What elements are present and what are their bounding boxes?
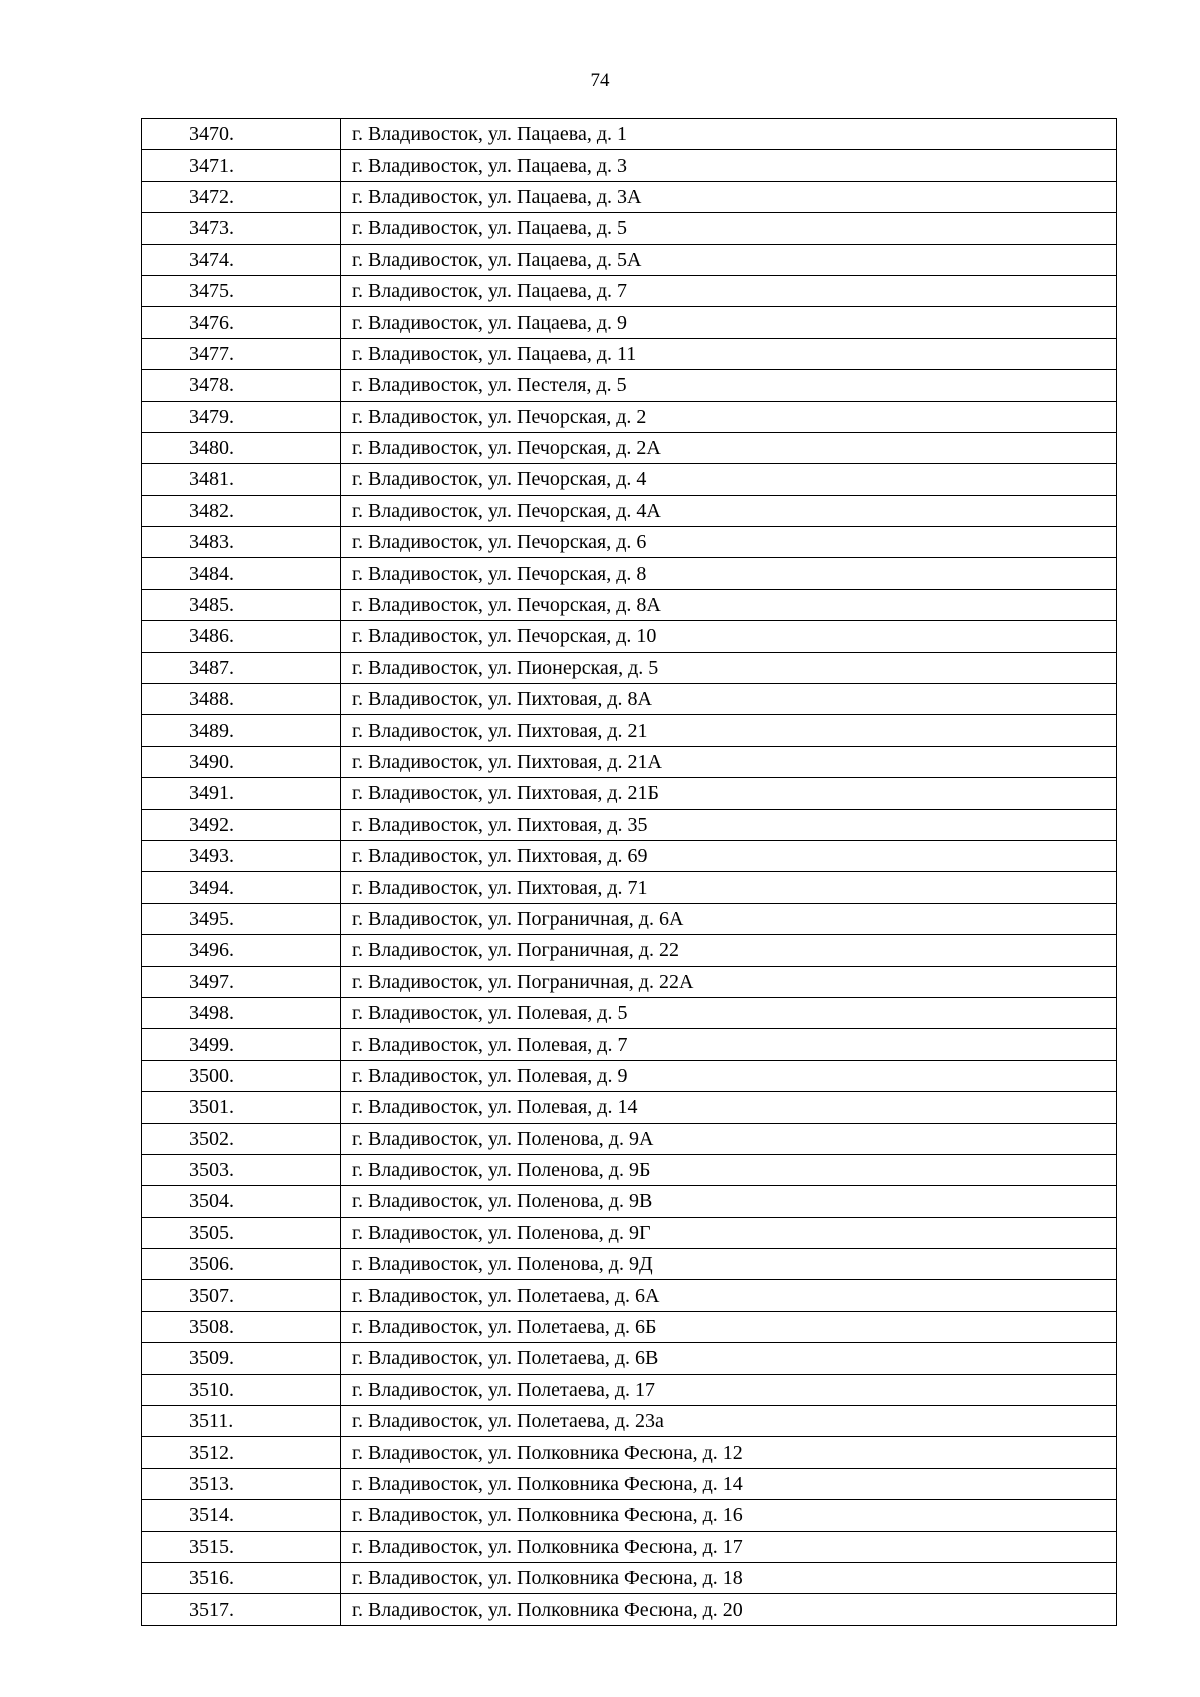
table-row	[142, 746, 1117, 777]
row-address: г. Владивосток, ул. Полковника Фесюна, д. 16	[341, 1500, 1117, 1531]
row-address: г. Владивосток, ул. Печорская, д. 6	[341, 527, 1117, 558]
row-number: 3474.	[142, 244, 341, 275]
row-number: 3502.	[142, 1123, 341, 1154]
row-address: г. Владивосток, ул. Пацаева, д. 9	[341, 307, 1117, 338]
row-number: 3486.	[142, 621, 341, 652]
row-number: 3473.	[142, 213, 341, 244]
row-address: г. Владивосток, ул. Пограничная, д. 22	[341, 935, 1117, 966]
row-address: г. Владивосток, ул. Пихтовая, д. 35	[341, 809, 1117, 840]
row-number: 3505.	[142, 1217, 341, 1248]
row-address: г. Владивосток, ул. Пограничная, д. 22А	[341, 966, 1117, 997]
row-number: 3476.	[142, 307, 341, 338]
table-row	[142, 1343, 1117, 1374]
row-number: 3492.	[142, 809, 341, 840]
table-row	[142, 307, 1117, 338]
table-row	[142, 1249, 1117, 1280]
table-row	[142, 181, 1117, 212]
table-row	[142, 1374, 1117, 1405]
table-row	[142, 997, 1117, 1028]
row-address: г. Владивосток, ул. Поленова, д. 9Д	[341, 1249, 1117, 1280]
row-number: 3507.	[142, 1280, 341, 1311]
row-number: 3481.	[142, 464, 341, 495]
row-address: г. Владивосток, ул. Полевая, д. 14	[341, 1092, 1117, 1123]
table-row	[142, 1468, 1117, 1499]
table-row	[142, 652, 1117, 683]
table-row	[142, 589, 1117, 620]
row-number: 3503.	[142, 1154, 341, 1185]
row-address: г. Владивосток, ул. Пацаева, д. 3А	[341, 181, 1117, 212]
row-number: 3496.	[142, 935, 341, 966]
address-table	[141, 118, 1117, 1626]
table-row	[142, 1029, 1117, 1060]
row-number: 3516.	[142, 1562, 341, 1593]
row-address: г. Владивосток, ул. Пестеля, д. 5	[341, 370, 1117, 401]
table-row	[142, 1594, 1117, 1625]
row-address: г. Владивосток, ул. Полевая, д. 5	[341, 997, 1117, 1028]
row-number: 3472.	[142, 181, 341, 212]
row-address: г. Владивосток, ул. Пацаева, д. 3	[341, 150, 1117, 181]
row-number: 3501.	[142, 1092, 341, 1123]
table-row	[142, 1060, 1117, 1091]
row-number: 3491.	[142, 778, 341, 809]
row-address: г. Владивосток, ул. Печорская, д. 10	[341, 621, 1117, 652]
table-row	[142, 1500, 1117, 1531]
row-address: г. Владивосток, ул. Пограничная, д. 6А	[341, 903, 1117, 934]
row-number: 3499.	[142, 1029, 341, 1060]
table-row	[142, 1311, 1117, 1342]
table-row	[142, 715, 1117, 746]
page-number: 74	[590, 70, 610, 91]
table-row	[142, 684, 1117, 715]
address-table-body	[142, 119, 1117, 1626]
row-number: 3495.	[142, 903, 341, 934]
row-number: 3487.	[142, 652, 341, 683]
row-address: г. Владивосток, ул. Пацаева, д. 1	[341, 119, 1117, 150]
row-number: 3478.	[142, 370, 341, 401]
table-row	[142, 150, 1117, 181]
row-number: 3511.	[142, 1406, 341, 1437]
row-address: г. Владивосток, ул. Пацаева, д. 11	[341, 338, 1117, 369]
row-number: 3514.	[142, 1500, 341, 1531]
table-row	[142, 370, 1117, 401]
table-row	[142, 275, 1117, 306]
table-row	[142, 1406, 1117, 1437]
row-address: г. Владивосток, ул. Печорская, д. 8А	[341, 589, 1117, 620]
table-row	[142, 621, 1117, 652]
row-address: г. Владивосток, ул. Печорская, д. 8	[341, 558, 1117, 589]
row-address: г. Владивосток, ул. Пацаева, д. 5А	[341, 244, 1117, 275]
row-address: г. Владивосток, ул. Полковника Фесюна, д. 18	[341, 1562, 1117, 1593]
row-number: 3506.	[142, 1249, 341, 1280]
row-address: г. Владивосток, ул. Печорская, д. 4А	[341, 495, 1117, 526]
row-address: г. Владивосток, ул. Полетаева, д. 17	[341, 1374, 1117, 1405]
table-row	[142, 119, 1117, 150]
row-address: г. Владивосток, ул. Печорская, д. 4	[341, 464, 1117, 495]
row-number: 3493.	[142, 840, 341, 871]
row-number: 3517.	[142, 1594, 341, 1625]
table-row	[142, 464, 1117, 495]
row-address: г. Владивосток, ул. Поленова, д. 9В	[341, 1186, 1117, 1217]
row-number: 3512.	[142, 1437, 341, 1468]
row-address: г. Владивосток, ул. Полковника Фесюна, д. 20	[341, 1594, 1117, 1625]
table-row	[142, 778, 1117, 809]
row-address: г. Владивосток, ул. Поленова, д. 9А	[341, 1123, 1117, 1154]
row-number: 3513.	[142, 1468, 341, 1499]
table-row	[142, 338, 1117, 369]
row-number: 3494.	[142, 872, 341, 903]
row-address: г. Владивосток, ул. Полетаева, д. 6А	[341, 1280, 1117, 1311]
row-number: 3500.	[142, 1060, 341, 1091]
row-number: 3489.	[142, 715, 341, 746]
row-address: г. Владивосток, ул. Пацаева, д. 7	[341, 275, 1117, 306]
row-number: 3510.	[142, 1374, 341, 1405]
row-address: г. Владивосток, ул. Пихтовая, д. 21А	[341, 746, 1117, 777]
row-address: г. Владивосток, ул. Полетаева, д. 6В	[341, 1343, 1117, 1374]
row-address: г. Владивосток, ул. Пихтовая, д. 21	[341, 715, 1117, 746]
row-address: г. Владивосток, ул. Полковника Фесюна, д. 14	[341, 1468, 1117, 1499]
table-row	[142, 1280, 1117, 1311]
table-row	[142, 1531, 1117, 1562]
row-address: г. Владивосток, ул. Печорская, д. 2А	[341, 432, 1117, 463]
row-address: г. Владивосток, ул. Пацаева, д. 5	[341, 213, 1117, 244]
table-row	[142, 935, 1117, 966]
row-number: 3488.	[142, 684, 341, 715]
row-address: г. Владивосток, ул. Поленова, д. 9Б	[341, 1154, 1117, 1185]
row-address: г. Владивосток, ул. Полковника Фесюна, д. 17	[341, 1531, 1117, 1562]
row-number: 3515.	[142, 1531, 341, 1562]
row-address: г. Владивосток, ул. Полевая, д. 9	[341, 1060, 1117, 1091]
table-row	[142, 558, 1117, 589]
row-address: г. Владивосток, ул. Полетаева, д. 6Б	[341, 1311, 1117, 1342]
table-row	[142, 432, 1117, 463]
table-row	[142, 401, 1117, 432]
table-row	[142, 1123, 1117, 1154]
table-row	[142, 244, 1117, 275]
row-number: 3484.	[142, 558, 341, 589]
table-row	[142, 1186, 1117, 1217]
row-address: г. Владивосток, ул. Полевая, д. 7	[341, 1029, 1117, 1060]
row-address: г. Владивосток, ул. Полетаева, д. 23а	[341, 1406, 1117, 1437]
row-number: 3475.	[142, 275, 341, 306]
table-row	[142, 1217, 1117, 1248]
row-address: г. Владивосток, ул. Полковника Фесюна, д. 12	[341, 1437, 1117, 1468]
row-address: г. Владивосток, ул. Пихтовая, д. 71	[341, 872, 1117, 903]
table-row	[142, 213, 1117, 244]
table-row	[142, 966, 1117, 997]
table-row	[142, 527, 1117, 558]
row-number: 3508.	[142, 1311, 341, 1342]
row-address: г. Владивосток, ул. Пихтовая, д. 21Б	[341, 778, 1117, 809]
table-row	[142, 1092, 1117, 1123]
table-row	[142, 495, 1117, 526]
row-address: г. Владивосток, ул. Пихтовая, д. 69	[341, 840, 1117, 871]
table-row	[142, 840, 1117, 871]
table-row	[142, 872, 1117, 903]
row-number: 3504.	[142, 1186, 341, 1217]
row-number: 3471.	[142, 150, 341, 181]
table-row	[142, 1562, 1117, 1593]
row-number: 3480.	[142, 432, 341, 463]
row-number: 3479.	[142, 401, 341, 432]
row-number: 3490.	[142, 746, 341, 777]
row-number: 3477.	[142, 338, 341, 369]
table-row	[142, 809, 1117, 840]
row-number: 3497.	[142, 966, 341, 997]
row-address: г. Владивосток, ул. Пионерская, д. 5	[341, 652, 1117, 683]
row-number: 3498.	[142, 997, 341, 1028]
row-number: 3485.	[142, 589, 341, 620]
row-number: 3509.	[142, 1343, 341, 1374]
table-row	[142, 1154, 1117, 1185]
row-address: г. Владивосток, ул. Печорская, д. 2	[341, 401, 1117, 432]
row-number: 3482.	[142, 495, 341, 526]
row-number: 3470.	[142, 119, 341, 150]
row-address: г. Владивосток, ул. Пихтовая, д. 8А	[341, 684, 1117, 715]
row-number: 3483.	[142, 527, 341, 558]
row-address: г. Владивосток, ул. Поленова, д. 9Г	[341, 1217, 1117, 1248]
table-row	[142, 1437, 1117, 1468]
table-row	[142, 903, 1117, 934]
